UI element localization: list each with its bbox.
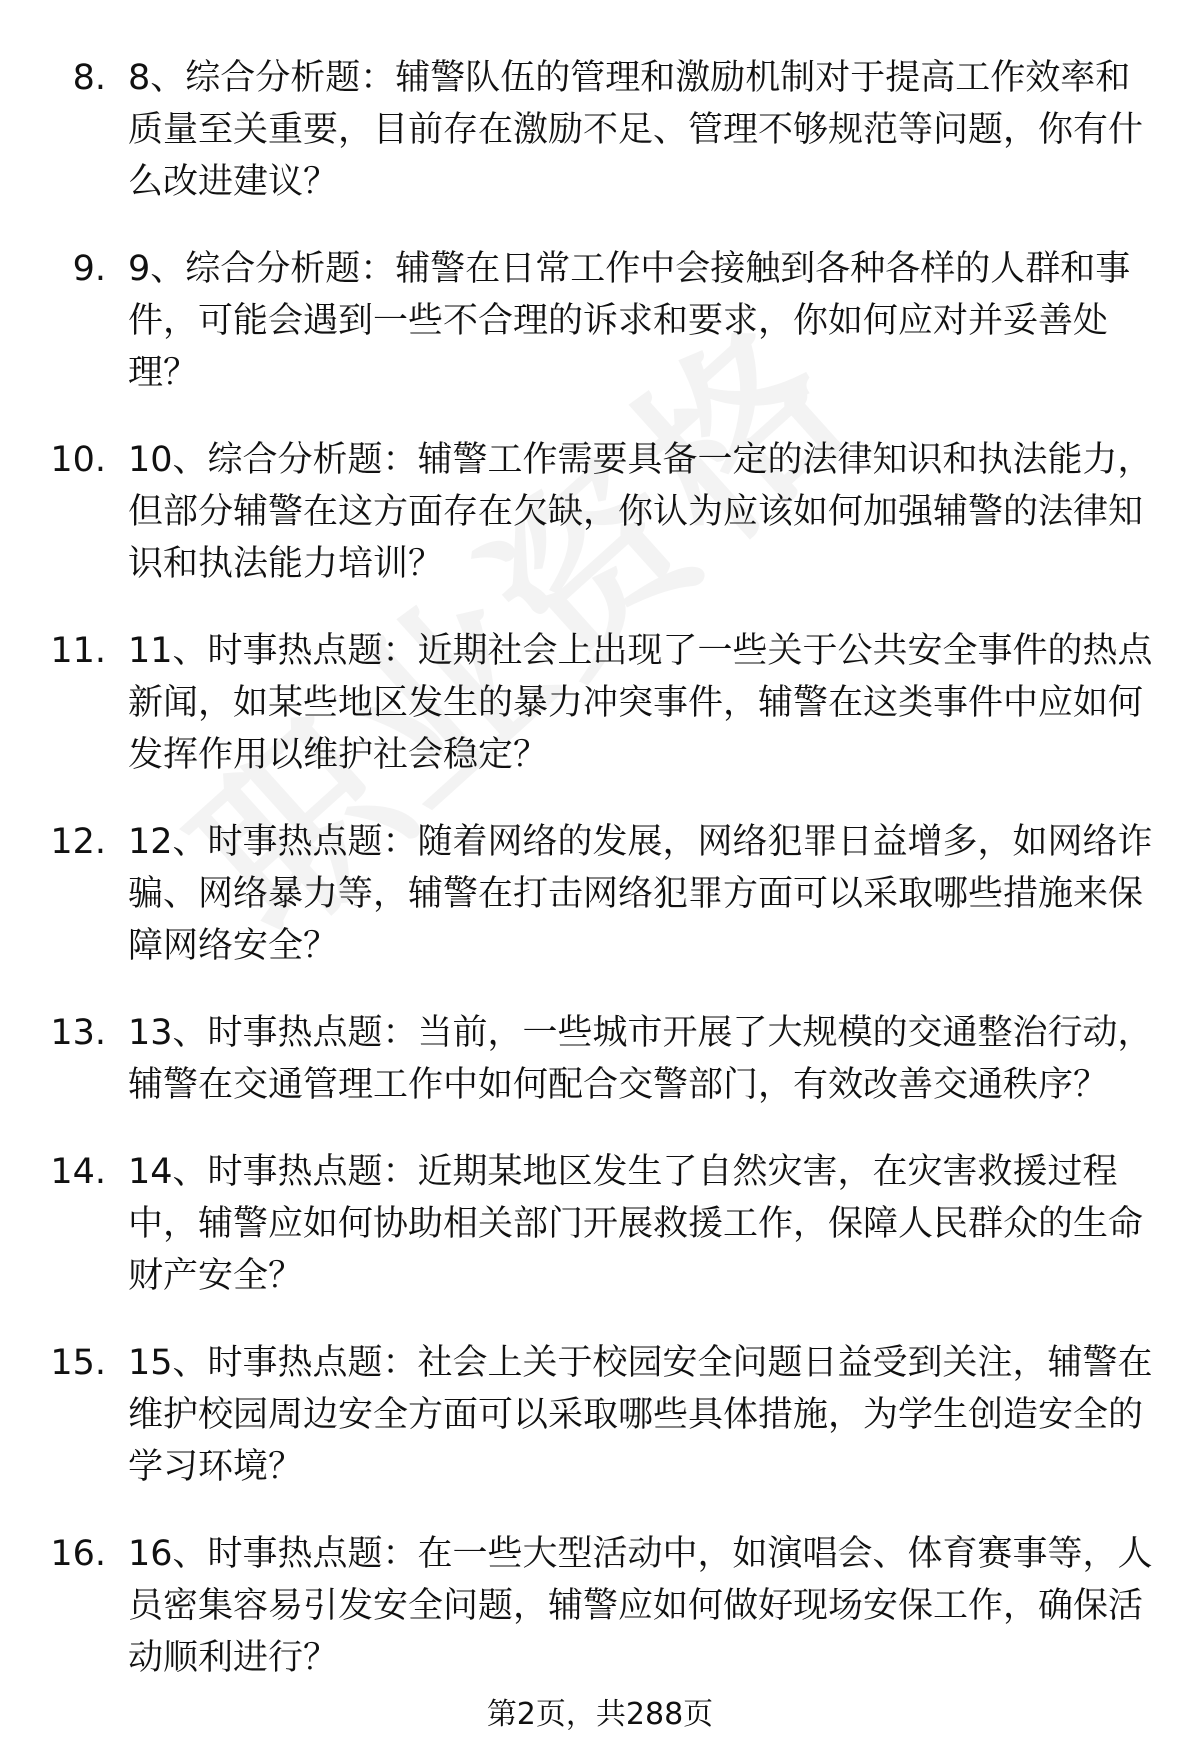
list-item	[0, 1007, 1200, 1111]
question-number: 15.	[50, 1343, 106, 1383]
question-number: 10.	[50, 440, 106, 480]
list-item	[0, 1146, 1200, 1302]
question-text: 13、时事热点题：当前，一些城市开展了大规模的交通整治行动，辅警在交通管理工作中如何配合交警部门，有效改善交通秩序？	[128, 1013, 1153, 1105]
question-number: 13.	[50, 1013, 106, 1053]
question-number: 8.	[72, 58, 106, 98]
list-item	[0, 434, 1200, 590]
question-text: 16、时事热点题：在一些大型活动中，如演唱会、体育赛事等，人员密集容易引发安全问题，辅警应如何做好现场安保工作，确保活动顺利进行？	[128, 1534, 1153, 1678]
question-text: 10、综合分析题：辅警工作需要具备一定的法律知识和执法能力，但部分辅警在这方面存在欠缺，你认为应该如何加强辅警的法律知识和执法能力培训？	[128, 440, 1153, 584]
question-number: 9.	[72, 249, 106, 289]
list-item	[0, 52, 1200, 208]
list-item	[0, 625, 1200, 781]
list-item	[0, 1528, 1200, 1684]
question-number: 16.	[50, 1534, 106, 1574]
question-text: 9、综合分析题：辅警在日常工作中会接触到各种各样的人群和事件，可能会遇到一些不合理的诉求和要求，你如何应对并妥善处理？	[128, 249, 1131, 393]
question-text: 8、综合分析题：辅警队伍的管理和激励机制对于提高工作效率和质量至关重要，目前存在激励不足、管理不够规范等问题，你有什么改进建议？	[128, 58, 1144, 202]
question-number: 14.	[50, 1152, 106, 1192]
question-text: 11、时事热点题：近期社会上出现了一些关于公共安全事件的热点新闻，如某些地区发生的暴力冲突事件，辅警在这类事件中应如何发挥作用以维护社会稳定？	[128, 631, 1153, 775]
list-item	[0, 816, 1200, 972]
question-text: 14、时事热点题：近期某地区发生了自然灾害，在灾害救援过程中，辅警应如何协助相关部门开展救援工作，保障人民群众的生命财产安全？	[128, 1152, 1144, 1296]
page-number-label: 第2页，共288页	[486, 1697, 714, 1732]
list-item	[0, 243, 1200, 399]
question-number: 12.	[50, 822, 106, 862]
question-text: 15、时事热点题：社会上关于校园安全问题日益受到关注，辅警在维护校园周边安全方面可以采取哪些具体措施，为学生创造安全的学习环境？	[128, 1343, 1153, 1487]
question-number: 11.	[50, 631, 106, 671]
list-item	[0, 1337, 1200, 1493]
question-text: 12、时事热点题：随着网络的发展，网络犯罪日益增多，如网络诈骗、网络暴力等，辅警在打击网络犯罪方面可以采取哪些措施来保障网络安全？	[128, 822, 1153, 966]
page-footer	[0, 1695, 1200, 1735]
question-list	[0, 52, 1200, 1719]
